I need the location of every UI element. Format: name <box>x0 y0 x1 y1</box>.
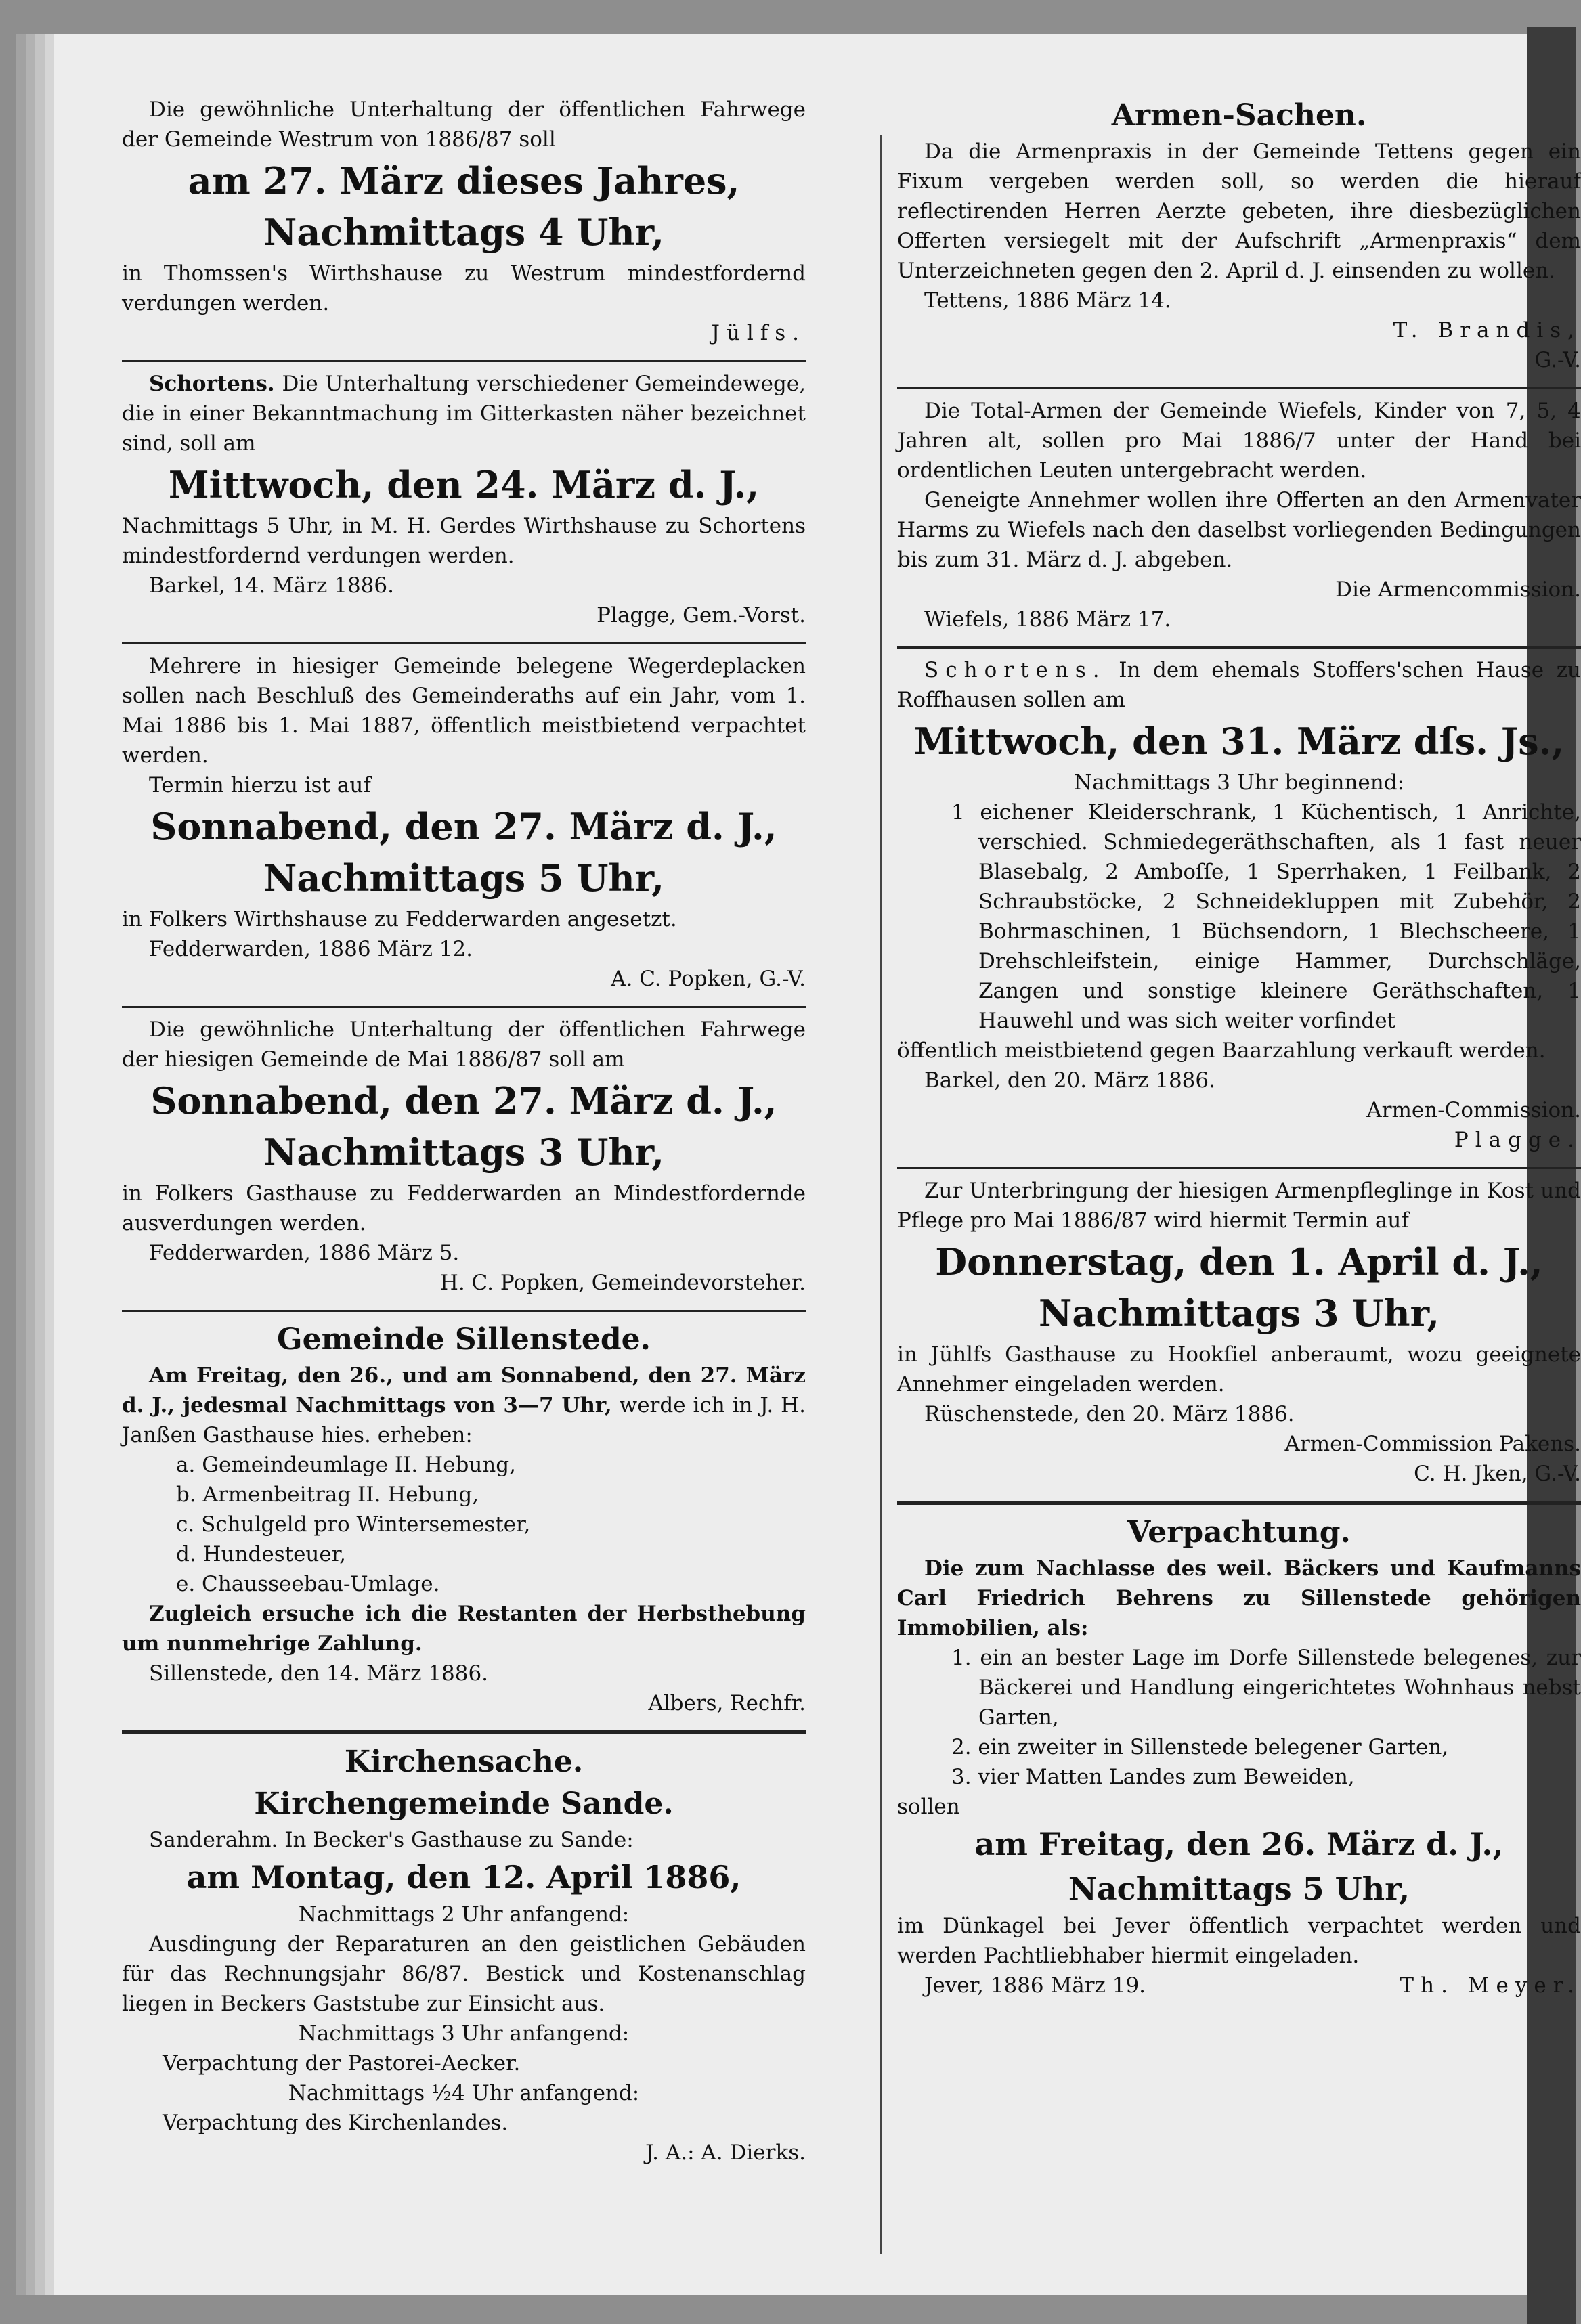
notice-text: Zur Unterbringung der hiesigen Armenpfleglinge in Kost und Pflege pro Mai 1886/87 wird hiermit Termin auf <box>897 1179 1581 1233</box>
notice-signature: Albers, Rechfr. <box>648 1691 806 1715</box>
notice-body: öffentlich meistbietend gegen Baarzahlung verkauft werden. <box>897 1038 1546 1063</box>
notice-title: Kirchensache. <box>344 1745 584 1779</box>
notice-signature: Jülfs. <box>711 321 806 345</box>
notice-signature: A. C. Popken, G.-V. <box>611 967 806 991</box>
notice-body: Verpachtung der Pastorei-Aecker. <box>163 2051 521 2076</box>
left-column <box>122 88 806 2180</box>
notice-sillenstede <box>122 1312 806 1734</box>
notice-intro: werde ich in J. H. Janßen Gasthause hies. erheben: <box>122 1393 806 1447</box>
list-item: c. Schulgeld pro Wintersemester, <box>176 1512 531 1537</box>
notice-termin: Termin hierzu ist auf <box>149 773 371 797</box>
notice-time: Nachmittags 5 Uhr, <box>263 856 665 900</box>
notice-body: im Dünkagel bei Jever öffentlich verpachtet werden und werden Pachtliebhaber hiermit eingeladen. <box>897 1914 1581 1968</box>
notice-title: Armen-Sachen. <box>1111 98 1367 133</box>
notice-lead: Schortens. <box>924 658 1106 682</box>
notice-signature: Armen-Commission Pakens. <box>1284 1432 1581 1456</box>
list-item: 3. vier Matten Landes zum Beweiden, <box>951 1765 1355 1789</box>
notice-date: am 27. März dieses Jahres, <box>188 159 740 202</box>
notice-roffhausen <box>897 649 1581 1169</box>
list-item: d. Hundesteuer, <box>176 1542 346 1566</box>
notice-signature: Th. Meyer. <box>1400 1973 1581 1998</box>
notice-signature: Die Armencommission. <box>1335 577 1581 602</box>
notice-text: Die Unterhaltung verschiedener Gemeindewege, die in einer Bekanntmachung im Gitterkasten näher bezeichnet sind, soll am <box>122 372 806 456</box>
notice-time: Nachmittags 3 Uhr, <box>1038 1292 1440 1335</box>
notice-place: Sillenstede, den 14. März 1886. <box>149 1661 489 1686</box>
notice-date: Mittwoch, den 24. März d. J., <box>168 463 760 506</box>
notice-signature: Armen-Commission. <box>1366 1098 1581 1122</box>
notice-body: Verpachtung des Kirchenlandes. <box>163 2111 508 2135</box>
notice-time: Nachmittags 3 Uhr, <box>263 1131 665 1174</box>
notice-signature: Plagge, Gem.-Vorst. <box>597 603 806 628</box>
notice-time: Nachmittags ½4 Uhr anfangend: <box>288 2081 640 2105</box>
notice-time: Nachmittags 5 Uhr, <box>1068 1870 1410 1907</box>
notice-title: Verpachtung. <box>1127 1515 1351 1550</box>
notice-date: Sonnabend, den 27. März d. J., <box>150 805 777 848</box>
notice-place: Wiefels, 1886 März 17. <box>924 607 1171 632</box>
notice-request: Zugleich ersuche ich die Restanten der Herbsthebung um nunmehrige Zahlung. <box>122 1602 806 1656</box>
notice-armenpfleglinge <box>897 1169 1581 1505</box>
notice-subtitle: Kirchengemeinde Sande. <box>254 1786 674 1821</box>
notice-signature-title: G.-V. <box>1534 348 1581 372</box>
notice-text: Da die Armenpraxis in der Gemeinde Tettens gegen ein Fixum vergeben werden soll, so werden die hierauf reflectirenden Herren Aerzte gebeten, ihre diesbezüglichen Offerten versiegelt mit der Aufschrift „Armenpraxis“ dem Unterzeichneten gegen den 2. April d. J. einsenden zu wollen. <box>897 139 1581 283</box>
notice-soll: sollen <box>897 1795 960 1819</box>
notice-lead: Schortens. <box>149 372 275 396</box>
notice-text: Die gewöhnliche Unterhaltung der öffentlichen Fahrwege der hiesigen Gemeinde de Mai 1886/87 soll am <box>122 1017 806 1072</box>
list-item: a. Gemeindeumlage II. Hebung, <box>176 1453 516 1477</box>
notice-text2: Geneigte Annehmer wollen ihre Offerten an den Armenvater Harms zu Wiefels nach den daselbst vorliegenden Bedingungen bis zum 31. März d. J. abgeben. <box>897 488 1581 572</box>
notice-time: Nachmittags 3 Uhr beginnend: <box>1073 770 1405 795</box>
notice-place: Rüschenstede, den 20. März 1886. <box>924 1402 1295 1426</box>
notice-date: Mittwoch, den 31. März dſs. Js., <box>913 720 1565 763</box>
notice-place: Fedderwarden, 1886 März 12. <box>149 937 473 961</box>
notice-body: in Folkers Gasthause zu Fedderwarden an Mindestfordernde ausverdungen werden. <box>122 1181 806 1235</box>
list-item: e. Chausseebau-Umlage. <box>176 1572 440 1596</box>
notice-text: Die gewöhnliche Unterhaltung der öffentlichen Fahrwege der Gemeinde Westrum von 1886/87 soll <box>122 97 806 152</box>
notice-time: Nachmittags 2 Uhr anfangend: <box>298 1902 630 1927</box>
notice-body: Nachmittags 5 Uhr, in M. H. Gerdes Wirthshause zu Schortens mindestfordernd verdungen werden. <box>122 514 806 568</box>
notice-place: Barkel, den 20. März 1886. <box>924 1068 1215 1093</box>
notice-signature: T. Brandis, <box>1393 318 1581 343</box>
notice-signature-name: C. H. Jken, G.-V. <box>1414 1462 1581 1486</box>
notice-verpachtung <box>897 1505 1581 2013</box>
notice-body: Ausdingung der Reparaturen an den geistlichen Gebäuden für das Rechnungsjahr 86/87. Bestick und Kostenanschlag liegen in Beckers Gaststube zur Einsicht aus. <box>122 1932 806 2016</box>
notice-items: 1 eichener Kleiderschrank, 1 Küchentisch, 1 Anrichte, verschied. Schmiedegeräthschaften, als 1 fast neuer Blasebalg, 2 Amboſſe, 1 Sperrhaken, 1 Feilbank, 2 Schraubstöcke, 2 Schneidekluppen mit Zubehör, 2 Bohrmaschinen, 1 Büchsendorn, 1 Blechscheere, 1 Drehschleifstein, einige Hammer, Durchschläge, Zangen und sonstige kleinere Geräthschaften, 1 Hauwehl und was sich weiter vorfindet <box>951 800 1581 1033</box>
notice-fedderwarden <box>122 1008 806 1312</box>
notice-date: am Montag, den 12. April 1886, <box>186 1859 741 1895</box>
notice-text: Sanderahm. In Becker's Gasthause zu Sande: <box>149 1828 634 1852</box>
notice-armen-sachen <box>897 88 1581 389</box>
notice-date: Sonnabend, den 27. März d. J., <box>150 1079 777 1122</box>
notice-wiefels <box>897 389 1581 649</box>
list-item: b. Armenbeitrag II. Hebung, <box>176 1483 479 1507</box>
notice-place: Jever, 1886 März 19. <box>924 1973 1146 1998</box>
notice-date: am Freitag, den 26. März d. J., <box>974 1826 1504 1862</box>
notice-place: Tettens, 1886 März 14. <box>924 288 1171 313</box>
notice-wegerdeplacken <box>122 644 806 1008</box>
notice-kirchensache <box>122 1734 806 2180</box>
notice-text: Die zum Nachlasse des weil. Bäckers und Kaufmanns Carl Friedrich Behrens zu Sillenstede gehörigen Immobilien, als: <box>897 1556 1581 1640</box>
notice-text: Mehrere in hiesiger Gemeinde belegene Wegerdeplacken sollen nach Beschluß des Gemeinderaths auf ein Jahr, vom 1. Mai 1886 bis 1. Mai 1887, öffentlich meistbietend verpachtet werden. <box>122 654 806 768</box>
notice-title: Gemeinde Sillenstede. <box>277 1322 651 1357</box>
notice-text: Die Total-Armen der Gemeinde Wiefels, Kinder von 7, 5, 4 Jahren alt, sollen pro Mai 1886/7 unter der Hand bei ordentlichen Leuten untergebracht werden. <box>897 399 1581 483</box>
notice-place: Barkel, 14. März 1886. <box>149 573 394 598</box>
notice-schortens-wege <box>122 362 806 644</box>
list-item: 2. ein zweiter in Sillenstede belegener Garten, <box>951 1735 1449 1759</box>
notice-time: Nachmittags 4 Uhr, <box>263 211 665 254</box>
notice-date: Donnerstag, den 1. April d. J., <box>935 1240 1543 1284</box>
notice-body: in Folkers Wirthshause zu Fedderwarden angesetzt. <box>122 907 677 931</box>
notice-text: In dem ehemals Stoffers'schen Hause zu Roffhausen sollen am <box>897 658 1581 712</box>
notice-time: Nachmittags 3 Uhr anfangend: <box>298 2021 630 2046</box>
list-item: 1. ein an bester Lage im Dorfe Sillenstede belegenes, zur Bäckerei und Handlung eingerichtetes Wohnhaus nebst Garten, <box>951 1646 1581 1730</box>
notice-body: in Jühlfs Gasthause zu Hookſiel anberaumt, wozu geeignete Annehmer eingeladen werden. <box>897 1342 1581 1397</box>
column-divider <box>880 135 882 2254</box>
notice-westrum <box>122 88 806 362</box>
notice-signature: H. C. Popken, Gemeindevorsteher. <box>439 1271 806 1295</box>
right-column <box>897 88 1581 2013</box>
notice-body: in Thomssen's Wirthshause zu Westrum mindestfordernd verdungen werden. <box>122 261 806 315</box>
notice-signature: J. A.: A. Dierks. <box>645 2141 806 2165</box>
notice-place: Fedderwarden, 1886 März 5. <box>149 1241 460 1265</box>
notice-intro-bold: Am Freitag, den 26., und am Sonnabend, den 27. März d. J., jedesmal Nachmittags von 3—7 Uhr, <box>122 1363 806 1418</box>
notice-signature-name: Plagge. <box>1454 1128 1581 1152</box>
